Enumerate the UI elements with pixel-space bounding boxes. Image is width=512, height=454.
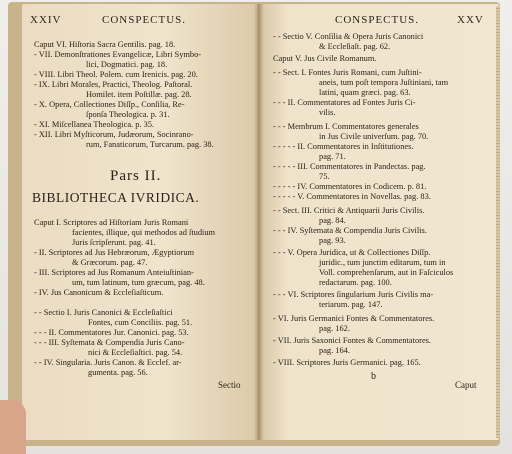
toc-entry: - II. Scriptores ad Jus Hebræorum, Ægyptiorum (34, 248, 195, 257)
catchword: Sectio (218, 380, 241, 390)
right-running-head: CONSPECTUS. (335, 14, 420, 26)
toc-entry: - X. Opera, Collectiones Diſſp., Conſilia, Re- (34, 100, 185, 109)
toc-entry: facientes, illique, qui methodos ad ſtudium (72, 228, 216, 237)
toc-entry: rum, Fanaticorum, Turcarum. pag. 38. (86, 140, 214, 149)
toc-entry: - - - VI. Scriptores ſingularium Juris Civilis ma- (273, 290, 434, 299)
toc-entry: - VIII. Libri Theol. Polem. cum Irenicis. pag. 20. (34, 70, 198, 79)
catchword: Caput (455, 380, 477, 390)
toc-entry: - - Sectio V. Conſilia & Opera Juris Canonici (273, 32, 424, 41)
toc-entry: pag. 164. (319, 346, 350, 355)
toc-entry: Caput VI. Hiſtoria Sacra Gentilis. pag. 18. (34, 40, 176, 49)
toc-entry: pag. 93. (319, 236, 346, 245)
book-gutter (254, 4, 264, 440)
toc-entry: pag. 162. (319, 324, 350, 333)
toc-entry: - - Sect. III. Critici & Antiquarii Juris Civilis. (273, 206, 425, 215)
toc-entry: um, tum latinum, tum græcum, pag. 48. (72, 278, 205, 287)
toc-entry: - VIII. Scriptores Juris Germanici. pag. 165. (273, 358, 421, 367)
toc-entry: teriarum. pag. 147. (319, 300, 383, 309)
toc-entry: in Jus Civile univerſum. pag. 70. (319, 132, 429, 141)
toc-entry: nici & Eccleſiaſtici. pag. 54. (88, 348, 183, 357)
toc-entry: ſponſa Theologica. p. 31. (86, 110, 170, 119)
toc-entry: Juris ſcripſerunt. pag. 41. (72, 238, 156, 247)
toc-entry: - - - II. Commentatores ad Fontes Juris Ci- (273, 98, 416, 107)
page-edges (496, 6, 500, 438)
toc-entry: pag. 84. (319, 216, 346, 225)
toc-entry: Voll. comprehenſarum, aut in Faſciculos (319, 268, 454, 277)
toc-entry: juridic., tum junctim editarum, tum in (319, 258, 446, 267)
part-heading: Pars II. (110, 168, 162, 184)
left-running-head: CONSPECTUS. (102, 14, 187, 26)
toc-entry: Fontes, cum Conciliis. pag. 51. (88, 318, 193, 327)
toc-entry: 75. (319, 172, 330, 181)
toc-entry: Caput V. Jus Civile Romanum. (273, 54, 377, 63)
section-heading: BIBLIOTHECA IVRIDICA. (32, 190, 200, 205)
toc-entry: - IX. Libri Morales, Practici, Theolog. Paſtoral. (34, 80, 193, 89)
signature-mark: b (371, 371, 376, 382)
toc-entry: - - - - - IV. Commentatores in Codicem. p. 81. (273, 182, 427, 191)
toc-entry: - - IV. Singularia. Juris Canon. & Ecclef. ar- (34, 358, 182, 367)
toc-entry: - XI. Miſcellanea Theologica. p. 35. (34, 120, 155, 129)
toc-entry: - - - - - II. Commentatores in Inſtitutiones. (273, 142, 414, 151)
toc-entry: - - - V. Opera Juridica, ut & Collectiones Diſſp. (273, 248, 431, 257)
toc-entry: - - - - - III. Commentatores in Pandectas. pag. (273, 162, 426, 171)
thumb (0, 400, 26, 454)
right-folio: XXV (457, 14, 484, 26)
toc-entry: - III. Scriptores ad Jus Romanum Anteiuſtinian- (34, 268, 194, 277)
toc-entry: - XII. Libri Myſticorum, Judæorum, Socinrano- (34, 130, 194, 139)
toc-entry: & Eccleſiaſt. pag. 62. (319, 42, 391, 51)
toc-entry: Homilet. item Poſtillæ. pag. 28. (86, 90, 192, 99)
toc-entry: aneis, tum poſt tempora Juſtiniani, tam (319, 78, 449, 87)
toc-entry: lici, Dogmatici. pag. 18. (86, 60, 168, 69)
toc-entry: Caput I. Scriptores ad Hiſtoriam Juris Romani (34, 218, 189, 227)
left-page (22, 4, 258, 440)
toc-entry: latini, quam græci. pag. 63. (319, 88, 411, 97)
toc-entry: - - - III. Syſtemata & Compendia Juris Cano- (34, 338, 185, 347)
toc-entry: - - - - - V. Commentatores in Novellas. pag. 83. (273, 192, 431, 201)
toc-entry: - IV. Jus Canonicum & Eccleſiaſticum. (34, 288, 164, 297)
toc-entry: - - Sectio I. Juris Canonici & Eccleſiaſtici (34, 308, 173, 317)
toc-entry: - - - II. Commentatores Jur. Canonici. pag. 53. (34, 328, 189, 337)
toc-entry: - - - Membrum I. Commentatores generales (273, 122, 419, 131)
right-page (259, 4, 499, 440)
toc-entry: & Græcorum. pag. 47. (72, 258, 148, 267)
toc-entry: - - - IV. Syſtemata & Compendia Juris Civilis. (273, 226, 427, 235)
toc-entry: - VII. Demonſtrationes Evangelicæ, Libri Symbo- (34, 50, 202, 59)
toc-entry: vilis. (319, 108, 336, 117)
toc-entry: gumenta. pag. 56. (88, 368, 148, 377)
toc-entry: pag. 71. (319, 152, 346, 161)
toc-entry: - VI. Juris Germanici Fontes & Commentatores. (273, 314, 435, 323)
left-folio: XXIV (30, 14, 62, 26)
toc-entry: - VII. Juris Saxonici Fontes & Commentatores. (273, 336, 432, 345)
toc-entry: redactarum. pag. 100. (319, 278, 392, 287)
toc-entry: - - Sect. I. Fontes Juris Romani, cum Juſtini- (273, 68, 422, 77)
